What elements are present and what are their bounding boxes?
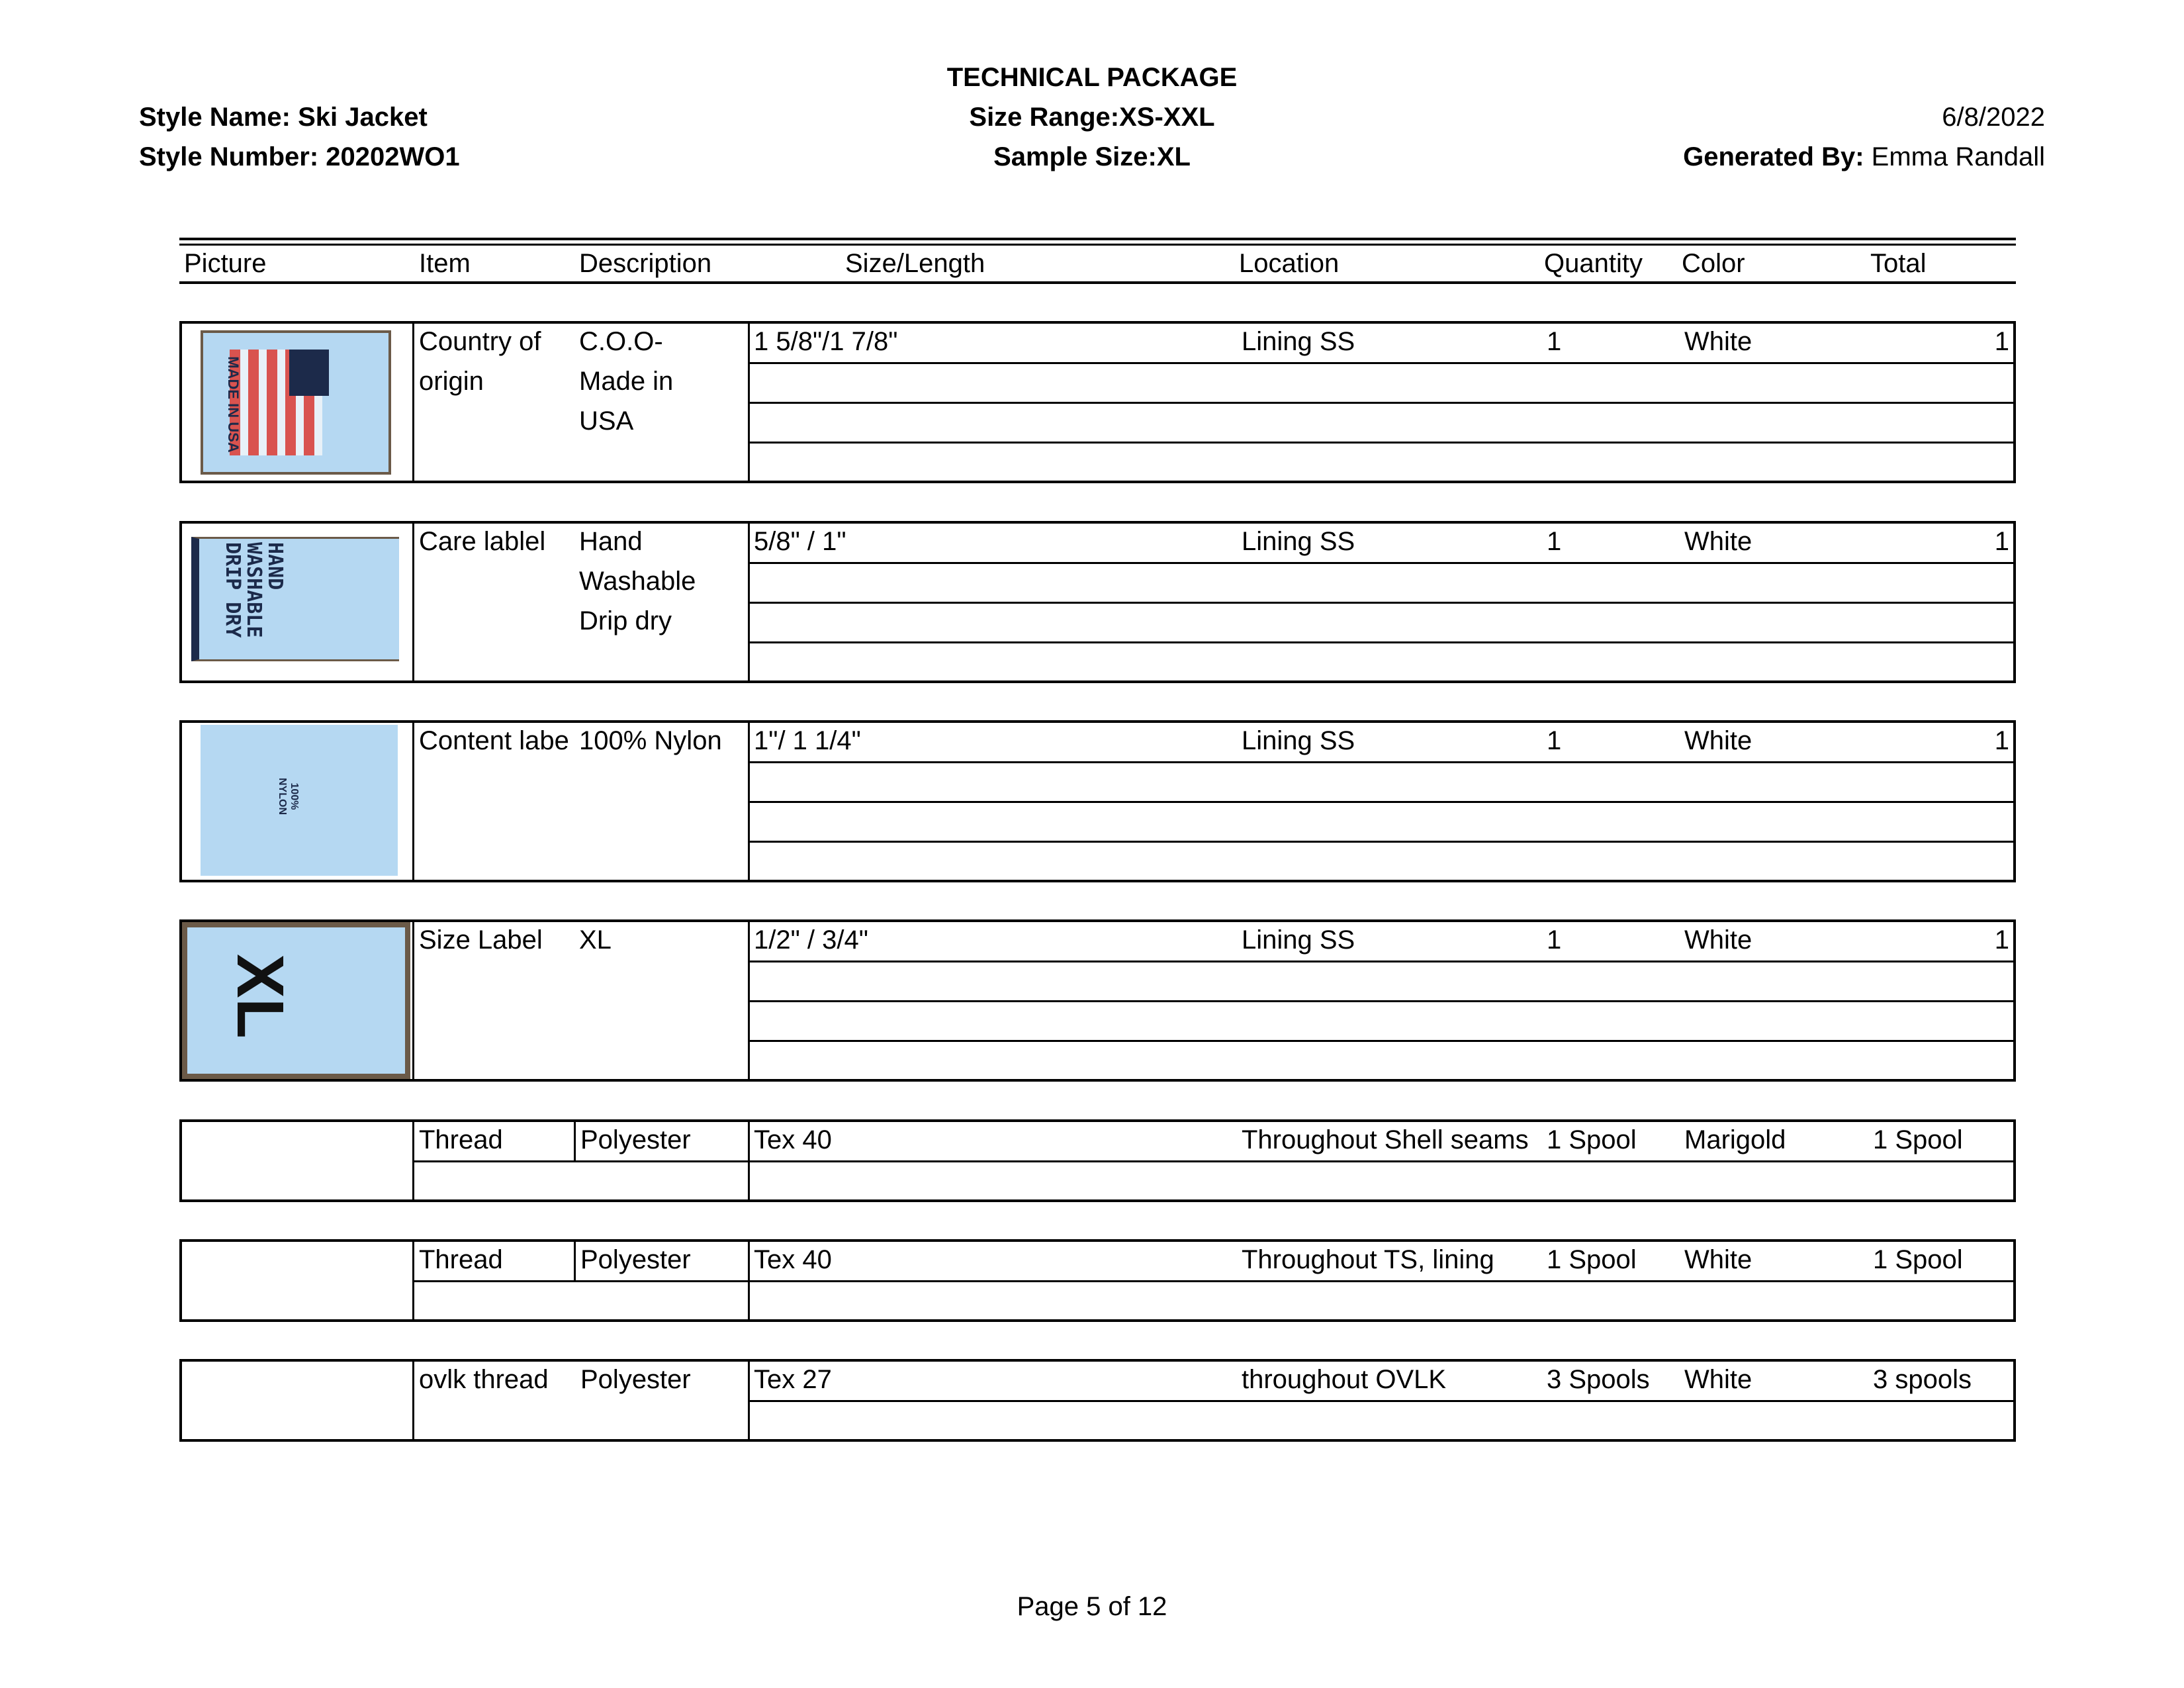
flag-label-photo (201, 330, 391, 475)
col-item: Item (419, 249, 471, 278)
location: Throughout TS, lining (1242, 1245, 1494, 1274)
made-in-usa-text: MADE IN USA (225, 356, 242, 453)
generated-by-value: Emma Randall (1871, 142, 2045, 171)
item: Thread (419, 1245, 503, 1274)
style-number: Style Number: 20202WO1 (139, 142, 460, 171)
quantity: 1 (1547, 327, 1562, 356)
col-description: Description (579, 249, 712, 278)
size-range: Size Range:XS-XXL (969, 103, 1215, 132)
quantity: 1 Spool (1547, 1125, 1637, 1154)
description: Polyester (580, 1125, 691, 1154)
trim-group-content-label (179, 720, 2016, 882)
description: Polyester (580, 1245, 691, 1274)
generated-by (1683, 142, 2045, 172)
total: 1 (1994, 527, 2009, 556)
doc-title: TECHNICAL PACKAGE (946, 63, 1238, 92)
trim-group-care-label (179, 521, 2016, 683)
quantity: 1 (1547, 726, 1562, 755)
style-name: Style Name: Ski Jacket (139, 103, 428, 132)
doc-date: 6/8/2022 (1942, 103, 2045, 132)
description: Polyester (580, 1365, 691, 1394)
description-line1: 100% Nylon (579, 726, 722, 755)
quantity: 1 Spool (1547, 1245, 1637, 1274)
size-label-text: XL (223, 954, 297, 1039)
care-label-photo (191, 537, 399, 661)
color: White (1684, 925, 1752, 955)
description-line1: Hand (579, 527, 643, 556)
size-length: Tex 27 (754, 1365, 832, 1394)
trim-group-thread-shell (179, 1119, 2016, 1202)
page-number: Page 5 of 12 (1017, 1592, 1167, 1621)
color: White (1684, 327, 1752, 356)
trim-group-size-label (179, 919, 2016, 1082)
content-label-text (276, 778, 300, 815)
total: 1 (1994, 726, 2009, 755)
quantity: 1 (1547, 527, 1562, 556)
description-line2: Made in (579, 367, 674, 396)
trim-group-country-of-origin (179, 321, 2016, 483)
color: White (1684, 1245, 1752, 1274)
generated-by-label: Generated By: (1683, 142, 1864, 171)
total: 3 spools (1873, 1365, 1972, 1394)
color: White (1684, 1365, 1752, 1394)
total: 1 Spool (1873, 1125, 1963, 1154)
col-location: Location (1239, 249, 1340, 278)
description-line2: Washable (579, 567, 696, 596)
description-line3: USA (579, 406, 634, 436)
size-length: Tex 40 (754, 1125, 832, 1154)
size-length: 5/8" / 1" (754, 527, 846, 556)
item-line1: Size Label (419, 925, 543, 955)
location: throughout OVLK (1242, 1365, 1447, 1394)
item: ovlk thread (419, 1365, 549, 1394)
care-text-line2: WASHABLE (242, 542, 265, 638)
total: 1 (1994, 925, 2009, 955)
sample-size: Sample Size:XL (993, 142, 1191, 171)
color: Marigold (1684, 1125, 1786, 1154)
color: White (1684, 527, 1752, 556)
content-text-line2: NYLON (277, 778, 288, 815)
col-color: Color (1682, 249, 1745, 278)
col-quantity: Quantity (1544, 249, 1643, 278)
color: White (1684, 726, 1752, 755)
trim-group-thread-lining (179, 1239, 2016, 1322)
content-label-photo (201, 725, 398, 876)
col-picture: Picture (184, 249, 267, 278)
location: Lining SS (1242, 327, 1355, 356)
size-length: 1"/ 1 1/4" (754, 726, 861, 755)
total: 1 (1994, 327, 2009, 356)
description-line1: C.O.O- (579, 327, 663, 356)
location: Lining SS (1242, 726, 1355, 755)
care-label-text (222, 542, 285, 661)
total: 1 Spool (1873, 1245, 1963, 1274)
size-label-photo (182, 922, 410, 1079)
quantity: 1 (1547, 925, 1562, 955)
item-line1: Care lablel (419, 527, 546, 556)
flag-canton (289, 350, 329, 396)
location: Throughout Shell seams (1242, 1125, 1529, 1154)
col-size-length: Size/Length (845, 249, 985, 278)
location: Lining SS (1242, 925, 1355, 955)
size-length: 1/2" / 3/4" (754, 925, 868, 955)
care-text-line1: HAND (263, 542, 287, 590)
description-line3: Drip dry (579, 606, 672, 635)
size-length: Tex 40 (754, 1245, 832, 1274)
col-total: Total (1870, 249, 1927, 278)
item: Thread (419, 1125, 503, 1154)
header-rule-top (179, 238, 2016, 240)
care-text-line3: DRIP DRY (221, 542, 244, 638)
description-line1: XL (579, 925, 612, 955)
item-line1: Country of (419, 327, 541, 356)
item-line2: origin (419, 367, 484, 396)
item-line1: Content labe (419, 726, 569, 755)
trim-group-ovlk-thread (179, 1359, 2016, 1442)
content-text-line1: 100% (289, 782, 300, 810)
size-length: 1 5/8"/1 7/8" (754, 327, 898, 356)
location: Lining SS (1242, 527, 1355, 556)
quantity: 3 Spools (1547, 1365, 1650, 1394)
